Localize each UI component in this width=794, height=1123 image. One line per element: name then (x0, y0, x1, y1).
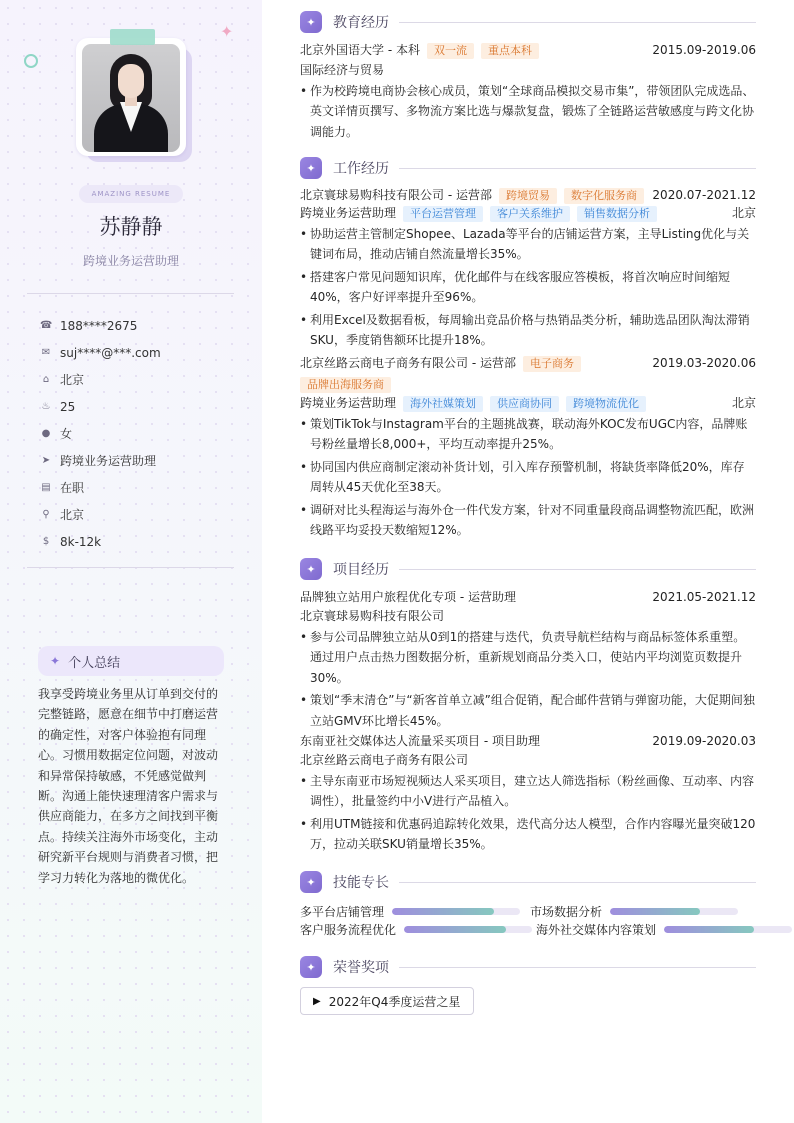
profile-photo (82, 44, 180, 152)
company-tag: 品牌出海服务商 (300, 377, 391, 393)
list-item: • 主导东南亚市场短视频达人采买项目，建立达人筛选指标（粉丝画像、互动率、内容调性），批量签约中小V进行产品植入。 (300, 774, 755, 809)
list-item: • 协同国内供应商制定滚动补货计划，引入库存预警机制，将缺货率降低20%，库存周转从45天优化至38天。 (300, 459, 745, 495)
skill-label: 多平台店铺管理 (300, 905, 385, 919)
skill-bar (610, 908, 738, 915)
role-tag: 海外社媒策划 (403, 396, 483, 412)
play-triangle-icon: ▶ (313, 995, 321, 1007)
section-title: 教育经历 (333, 15, 389, 31)
candidate-title: 跨境业务运营助理 (82, 254, 179, 268)
list-item: • 策划TikTok与Instagram平台的主题挑战赛，联动海外KOC发布UGC内容，品牌账号粉丝量增长8,000+，平均互动率提升25%。 (300, 417, 748, 452)
section-rule (399, 22, 756, 23)
job-role: 跨境业务运营助理 (300, 396, 397, 410)
info-text: 25 (60, 399, 76, 414)
project-entry (300, 589, 756, 731)
section-education-header (300, 10, 756, 34)
project-entry (300, 733, 756, 855)
skill-bar-fill (664, 926, 754, 933)
briefcase-icon: ▤ (41, 482, 51, 493)
job-role: 跨境业务运营助理 (300, 206, 397, 220)
section-rule (399, 168, 756, 169)
sidebar (0, 0, 262, 1123)
sparkle-icon: ✦ (220, 22, 234, 41)
role-tag: 跨境物流优化 (566, 396, 646, 412)
project-name: 东南亚社交媒体达人流量采买项目 - 项目助理 (300, 734, 540, 748)
candidate-name: 苏静静 (99, 215, 163, 239)
info-target-city (40, 501, 161, 528)
sparkle-icon: ✦ (300, 956, 322, 978)
sparkle-icon: ✦ (300, 871, 322, 893)
company-tag: 电子商务 (523, 356, 581, 372)
skill-bar-fill (392, 908, 494, 915)
skill-item (536, 921, 792, 938)
list-item: • 策划“季末清仓”与“新客首单立减”组合促销，配合邮件营销与弹窗功能，大促期间独立站GMV环比增长45%。 (300, 693, 755, 728)
company-tag: 跨境贸易 (499, 188, 557, 204)
award-label: 2022年Q4季度运营之星 (328, 994, 461, 1009)
list-item: • 参与公司品牌独立站从0到1的搭建与迭代，负责导航栏结构与商品标签体系重塑。通过用户点击热力图数据分析，重新规划商品分类入口，使站内平均浏览页数提升30%。 (300, 630, 746, 685)
personal-info-list (40, 312, 161, 555)
skills-list (300, 903, 794, 939)
date-range: 2019.03-2020.06 (652, 356, 756, 370)
section-skills-header (300, 870, 756, 894)
project-name: 品牌独立站用户旅程优化专项 - 运营助理 (300, 590, 516, 604)
school-tag: 重点本科 (481, 43, 539, 59)
summary-heading (38, 646, 224, 676)
job-city: 北京 (731, 206, 756, 220)
info-text: 跨境业务运营助理 (60, 454, 157, 468)
cake-icon: ♨ (41, 401, 51, 412)
skill-bar-fill (610, 908, 700, 915)
list-item: • 利用UTM链接和优惠码追踪转化效果，迭代高分达人模型，合作内容曝光量突破120万，拉动关联SKU销量增长35%。 (300, 816, 756, 852)
info-text: 在职 (60, 481, 85, 495)
info-salary (40, 528, 161, 555)
section-title: 荣誉奖项 (333, 960, 389, 976)
photo-tape (110, 29, 155, 45)
section-rule (399, 967, 756, 968)
work-entry (300, 355, 756, 540)
list-item: • 利用Excel及数据看板，每周输出竞品价格与热销品类分析，辅助选品团队淘汰滞销SKU，季度销售额环比提升18%。 (300, 312, 750, 348)
list-item: • 搭建客户常见问题知识库，优化邮件与在线客服应答模板，将首次响应时间缩短40%，客户好评率提升至96%。 (300, 269, 731, 305)
project-company: 北京寰球易购科技有限公司 (300, 609, 445, 623)
section-title: 工作经历 (333, 161, 389, 177)
resume-badge: AMAZING RESUME (79, 185, 183, 203)
divider (27, 293, 234, 294)
company-name: 北京丝路云商电子商务有限公司 - 运营部 (300, 356, 516, 370)
sparkle-icon: ✦ (300, 11, 322, 33)
info-phone (40, 312, 161, 339)
sparkle-icon: ✦ (300, 558, 322, 580)
list-item: • 调研对比头程海运与海外仓一件代发方案，针对不同重量段商品调整物流匹配，欧洲线路平均妥投天数缩短12%。 (300, 502, 755, 538)
summary-title: 个人总结 (68, 655, 121, 671)
summary-text: 我享受跨境业务里从订单到交付的完整链路，愿意在细节中打磨运营的确定性，对客户体验抱有同理心。习惯用数据定位问题，对波动和异常保持敏感，不凭感觉做判断。沟通上能快速理清客户需求与供应商能力，在多方之间找到平衡点。持续关注海外市场变化，主动研究新平台规则与消费者习惯，把学习力转化为落地的微优化。 (38, 687, 219, 885)
work-entry (300, 187, 756, 350)
role-tag: 销售数据分析 (577, 206, 657, 222)
school-tag: 双一流 (427, 43, 474, 59)
role-tag: 客户关系维护 (490, 206, 570, 222)
skill-bar (664, 926, 792, 933)
skill-item (530, 903, 738, 920)
section-projects-header (300, 557, 756, 581)
skill-bar-fill (404, 926, 506, 933)
skill-item (300, 921, 532, 938)
role-tag: 供应商协同 (490, 396, 559, 412)
info-text: 188****2675 (60, 318, 138, 333)
decorative-ring (24, 54, 38, 68)
project-company: 北京丝路云商电子商务有限公司 (300, 753, 469, 767)
skill-item (300, 903, 520, 920)
send-icon: ➤ (41, 455, 51, 466)
company-tag: 数字化服务商 (564, 188, 644, 204)
award-item (300, 987, 474, 1015)
salary-icon: $ (42, 536, 50, 547)
info-text: suj****@***.com (60, 345, 161, 360)
info-status (40, 474, 161, 501)
info-age (40, 393, 161, 420)
date-range: 2021.05-2021.12 (652, 590, 756, 604)
location-pin-icon: ⚲ (42, 509, 50, 520)
section-rule (399, 882, 756, 883)
mail-icon: ✉ (41, 347, 51, 358)
info-residence (40, 366, 161, 393)
gender-icon: ● (41, 428, 51, 439)
role-tag: 平台运营管理 (403, 206, 483, 222)
info-email (40, 339, 161, 366)
section-rule (399, 569, 756, 570)
job-city: 北京 (731, 396, 756, 410)
info-text: 北京 (60, 373, 85, 387)
skill-bar (404, 926, 532, 933)
section-awards-header (300, 955, 756, 979)
education-entry (300, 42, 756, 142)
home-icon: ⌂ (42, 374, 50, 385)
info-text: 北京 (60, 508, 85, 522)
info-gender (40, 420, 161, 447)
date-range: 2020.07-2021.12 (652, 188, 756, 202)
section-title: 技能专长 (333, 875, 389, 891)
section-work-header (300, 156, 756, 180)
date-range: 2019.09-2020.03 (652, 734, 756, 748)
major: 国际经济与贸易 (300, 63, 385, 77)
skill-label: 海外社交媒体内容策划 (536, 923, 657, 937)
school-name: 北京外国语大学 - 本科 (300, 43, 420, 57)
info-text: 8k-12k (60, 534, 102, 549)
sparkle-icon: ✦ (300, 157, 322, 179)
list-item: • 协助运营主管制定Shopee、Lazada等平台的店铺运营方案，主导Listing优化与关键词布局，推动店铺自然流量增长35%。 (300, 227, 750, 262)
section-title: 项目经历 (333, 562, 389, 578)
skill-bar (392, 908, 520, 915)
divider (27, 567, 234, 568)
skill-label: 客户服务流程优化 (300, 923, 397, 937)
company-name: 北京寰球易购科技有限公司 - 运营部 (300, 188, 492, 202)
info-target-role (40, 447, 161, 474)
skill-label: 市场数据分析 (530, 905, 603, 919)
list-item: • 作为校跨境电商协会核心成员，策划“全球商品模拟交易市集”，带领团队完成选品、英文详情页撰写、多物流方案比选与爆款复盘，锻炼了全链路运营敏感度与跨文化协调能力。 (300, 84, 755, 139)
avatar (76, 38, 186, 156)
phone-icon: ☎ (40, 320, 53, 331)
sparkle-icon: ✦ (50, 654, 61, 668)
info-text: 女 (60, 427, 73, 441)
date-range: 2015.09-2019.06 (652, 43, 756, 57)
